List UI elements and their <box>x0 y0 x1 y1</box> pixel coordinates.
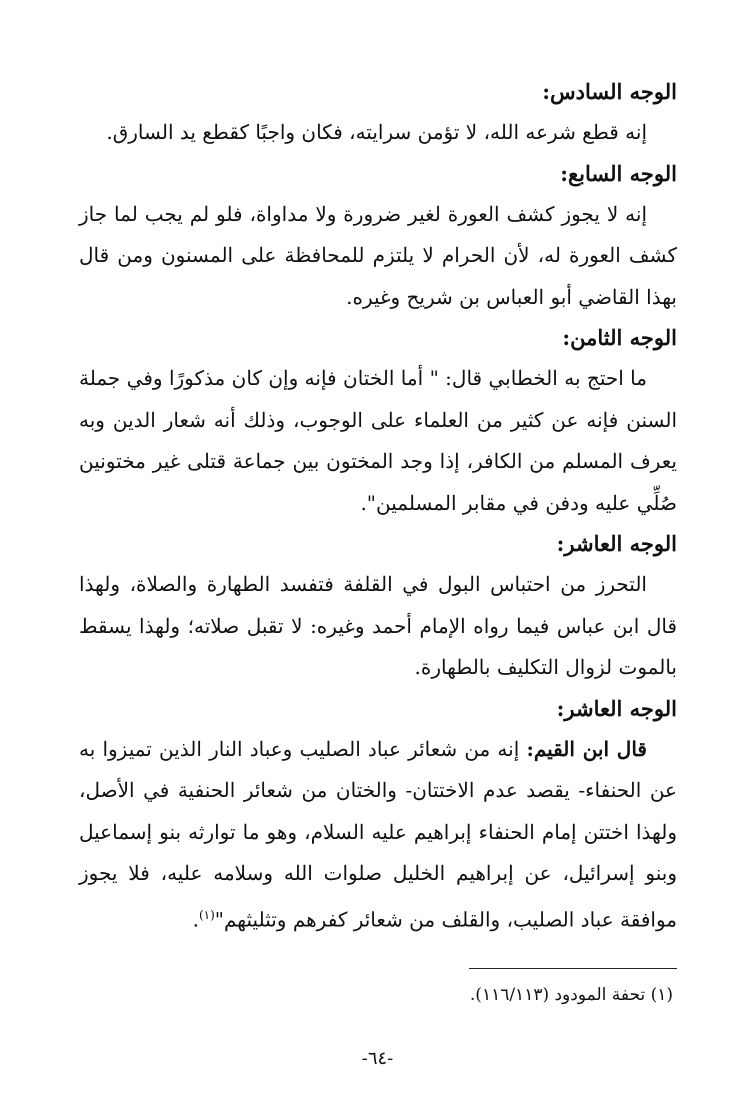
text-line: ولهذا اختتن إمام الحنفاء إبراهيم عليه السلام، وهو ما توارثه بنو إسماعيل وبنو <box>79 819 677 885</box>
text-line: السنن فإنه عن كثير من العلماء على الوجوب، وذلك أنه شعار الدين وبه <box>79 407 677 432</box>
footnote-divider <box>469 968 677 969</box>
page-body <box>79 72 677 941</box>
section-body-7 <box>79 194 677 319</box>
text-line: الصليب، والقلف من شعائر كفرهم وتثليثهم" <box>214 907 575 932</box>
footnote: (١) تحفة المودود (١١٦/١١٣). <box>469 985 673 1005</box>
text-line: عن الحنفاء- يقصد عدم الاختتان- والختان من شعائر الحنفية في الأصل، <box>79 778 677 802</box>
section-heading-7: الوجه السابع: <box>560 160 677 186</box>
text-line: إنه قطع شرعه الله، لا تؤمن سرايته، فكان واجبًا كقطع يد السارق. <box>106 120 647 144</box>
text-line: إسرائيل، عن إبراهيم الخليل صلوات الله وسلامه عليه، فلا يجوز موافقة عباد <box>79 861 677 932</box>
text-line: كشف العورة له، لأن الحرام لا يلتزم للمحافظة على المسنون ومن قال بهذا <box>79 243 677 309</box>
text-line: عليه ودفن في مقابر المسلمين". <box>360 490 631 515</box>
text-tail: . <box>192 907 199 932</box>
quote-attribution: قال ابن القيم: <box>526 736 647 761</box>
text-line: إنه من شعائر عباد الصليب وعباد النار الذين تميزوا به <box>79 736 520 761</box>
section-body-8 <box>79 358 677 524</box>
section-body-6 <box>79 112 677 154</box>
section-heading-10b: الوجه العاشر: <box>556 695 677 721</box>
section-body-10b <box>79 729 677 941</box>
section-heading-6: الوجه السادس: <box>542 79 677 104</box>
page-number: -٦٤- <box>361 1048 394 1069</box>
text-line: ما احتج به الخطابي قال: " أما الختان فإنه وإن كان مذكورًا وفي جملة <box>79 366 647 390</box>
text-line: لزوال التكليف بالطهارة. <box>414 655 613 679</box>
section-body-10a <box>79 564 677 689</box>
text-line: يعرف المسلم من الكافر، إذا وجد المختون بين جماعة قتلى غير مختونين صُلِّي <box>79 449 677 515</box>
section-heading-8: الوجه الثامن: <box>562 325 677 350</box>
text-line: إنه لا يجوز كشف العورة لغير ضرورة ولا مداواة، فلو لم يجب لما جاز <box>79 201 647 226</box>
text-line: القاضي أبو العباس بن شريح وغيره. <box>346 284 640 309</box>
text-line: ابن عباس فيما رواه الإمام أحمد وغيره: لا تقبل صلاته؛ ولهذا يسقط بالموت <box>79 613 677 679</box>
section-heading-10a: الوجه العاشر: <box>556 531 677 556</box>
footnote-marker[interactable]: (١) <box>198 907 215 922</box>
text-line: التحرز من احتباس البول في القلفة فتفسد الطهارة والصلاة، ولهذا قال <box>79 572 678 638</box>
